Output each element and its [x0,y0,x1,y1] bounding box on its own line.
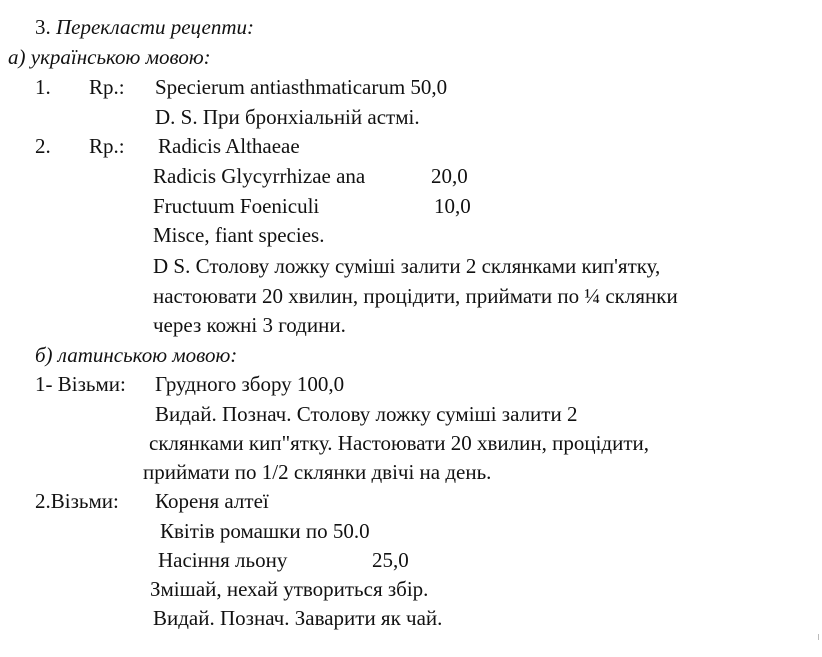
task-instruction: Перекласти рецепти: [56,15,255,39]
recipe-a1-line: Specierum antiasthmaticarum 50,0 [155,75,448,99]
recipe-b2-line: Насіння льону [158,548,288,572]
recipe-a2-line: настоювати 20 хвилин, процідити, приймати по ¼ склянки [153,284,678,308]
recipe-b1-line: приймати по 1/2 склянки двічі на день. [143,460,492,484]
recipe-b2-line: Видай. Познач. Заварити як чай. [153,606,443,630]
recipe-a2-line: Radicis Glycyrrhizae ana [153,164,366,188]
recipe-b2-label: 2.Візьми: [35,489,119,513]
recipe-a2-amount: 10,0 [434,194,471,218]
recipe-a2-amount: 20,0 [431,164,468,188]
recipe-a1-line: D. S. При бронхіальній астмі. [155,105,420,129]
recipe-a2-line: через кожні 3 години. [153,313,346,337]
part-a-heading: а) українською мовою: [8,45,211,69]
recipe-a2-line: Misce, fiant species. [153,223,325,247]
task-heading [35,14,254,40]
task-number: 3. [35,15,51,39]
recipe-b2-line: Змішай, нехай утвориться збір. [150,577,429,601]
recipe-a2-number: 2. [35,134,51,158]
recipe-a2-line: Fructuum Foeniculi [153,194,320,218]
part-b-heading: б) латинською мовою: [35,343,238,367]
recipe-b2-amount: 25,0 [372,548,409,572]
recipe-b1-label: 1- Візьми: [35,372,126,396]
recipe-a2-rp: Rp.: [89,134,125,158]
recipe-a1-rp: Rp.: [89,75,125,99]
recipe-b1-line: склянками кип"ятку. Настоювати 20 хвилин, процідити, [149,431,650,455]
edge-mark [818,634,819,640]
recipe-a2-line: D S. Столову ложку суміші залити 2 склянками кип'ятку, [153,254,661,278]
recipe-b1-line: Видай. Познач. Столову ложку суміші залити 2 [155,402,578,426]
recipe-b2-line: Квітів ромашки по 50.0 [160,519,370,543]
recipe-b2-line: Кореня алтеї [155,489,269,513]
recipe-a1-number: 1. [35,75,51,99]
recipe-a2-line: Radicis Althaeae [158,134,300,158]
recipe-b1-line: Грудного збору 100,0 [155,372,345,396]
